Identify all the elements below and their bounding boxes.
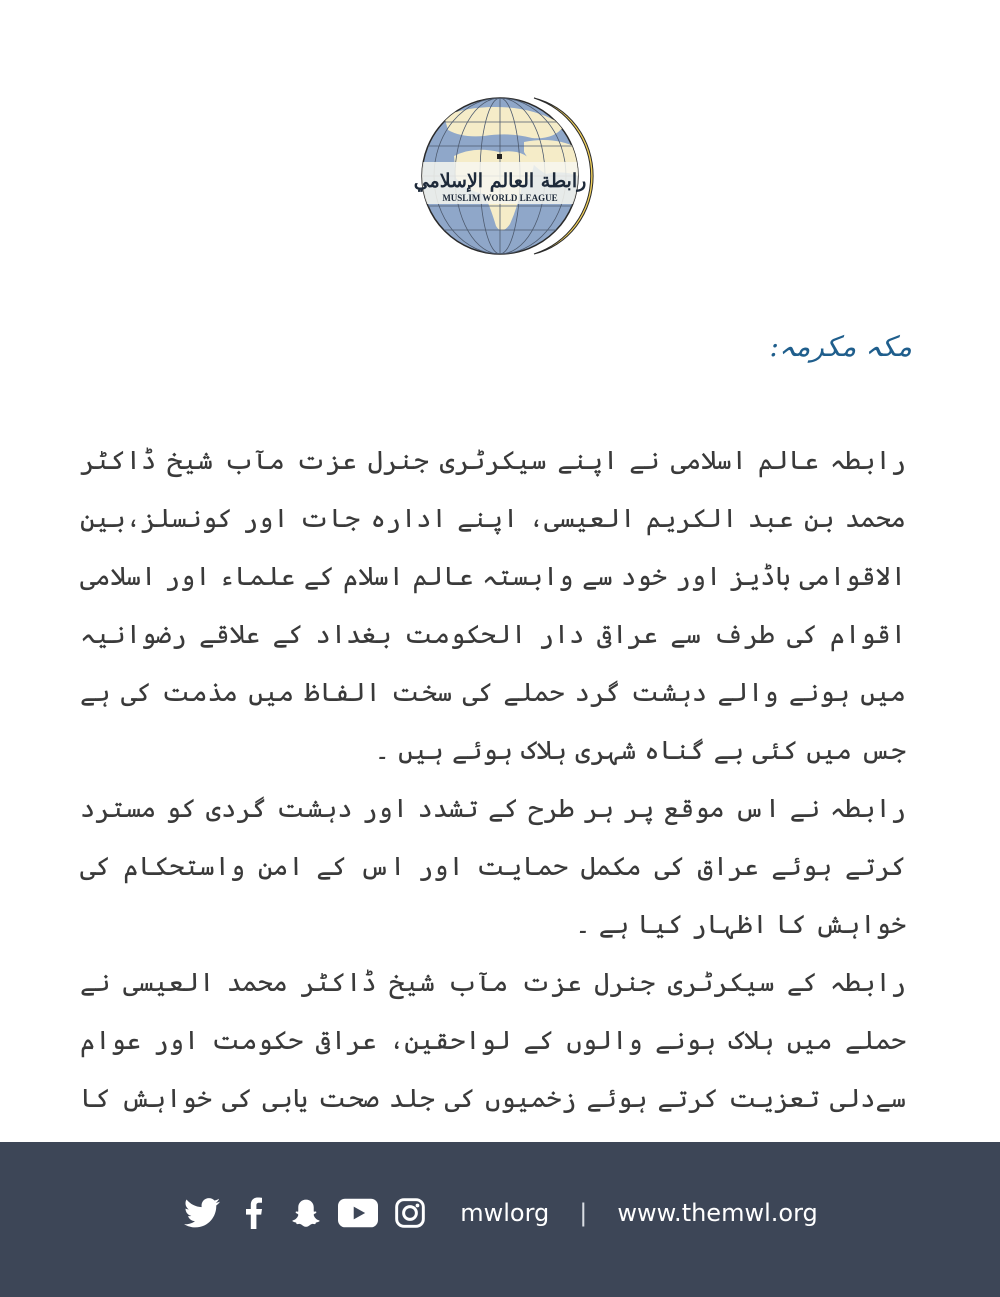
article-body	[80, 432, 906, 1186]
facebook-icon[interactable]	[234, 1196, 274, 1230]
paragraph: رابطہ نے اس موقع پر ہر طرح کے تشدد اور دہشت گردی کو مسترد کرتے ہوئے عراق کی مکمل حمایت اور اس کے امن واستحکام کی خواہش کا اظہار کیا ہے ۔	[80, 794, 906, 940]
snapchat-icon[interactable]	[286, 1196, 326, 1230]
website-link[interactable]: www.themwl.org	[617, 1198, 818, 1227]
footer-bar	[0, 1142, 1000, 1297]
paragraph: رابطہ کے سیکرٹری جنرل عزت مآب شیخ ڈاکٹر محمد العیسی نے حملے میں ہلاک ہونے والوں کے لواحقین، عراقی حکومت اور عوام سےدلی تعزیت کرتے ہوئے زخمیوں کی جلد صحت یابی کی خواہش کا	[80, 968, 906, 1114]
logo-arabic-text: رابطة العالم الإسلامي	[414, 170, 587, 192]
globe-logo-graphic	[414, 86, 594, 266]
instagram-icon[interactable]	[390, 1196, 430, 1230]
paragraph: رابطہ عالم اسلامی نے اپنے سیکرٹری جنرل عزت مآب شیخ ڈاکٹر محمد بن عبد الکریم العیسی، اپنے ادارہ جات اور کونسلز،بین الاقوامی باڈیز اور خود سے وابستہ عالم اسلام کے علماء اور اسلامی اقوام کی طرف سے عراقی دار الحکومت بغداد کے علاقے رضوانیہ میں ہونے والے دہشت گرد حملے کی سخت الفاظ میں مذمت کی ہے جس میں کئی بے گناہ شہری ہلاک ہوئے ہیں ۔	[80, 446, 906, 766]
footer-separator: |	[579, 1198, 588, 1227]
logo-english-text: MUSLIM WORLD LEAGUE	[442, 193, 558, 203]
twitter-icon[interactable]	[182, 1196, 222, 1230]
dateline: مکہ مکرمہ:	[769, 330, 912, 363]
social-handle[interactable]: mwlorg	[460, 1198, 550, 1227]
footer-social-row	[182, 1196, 818, 1230]
muslim-world-league-logo	[414, 86, 594, 266]
youtube-icon[interactable]	[338, 1196, 378, 1230]
